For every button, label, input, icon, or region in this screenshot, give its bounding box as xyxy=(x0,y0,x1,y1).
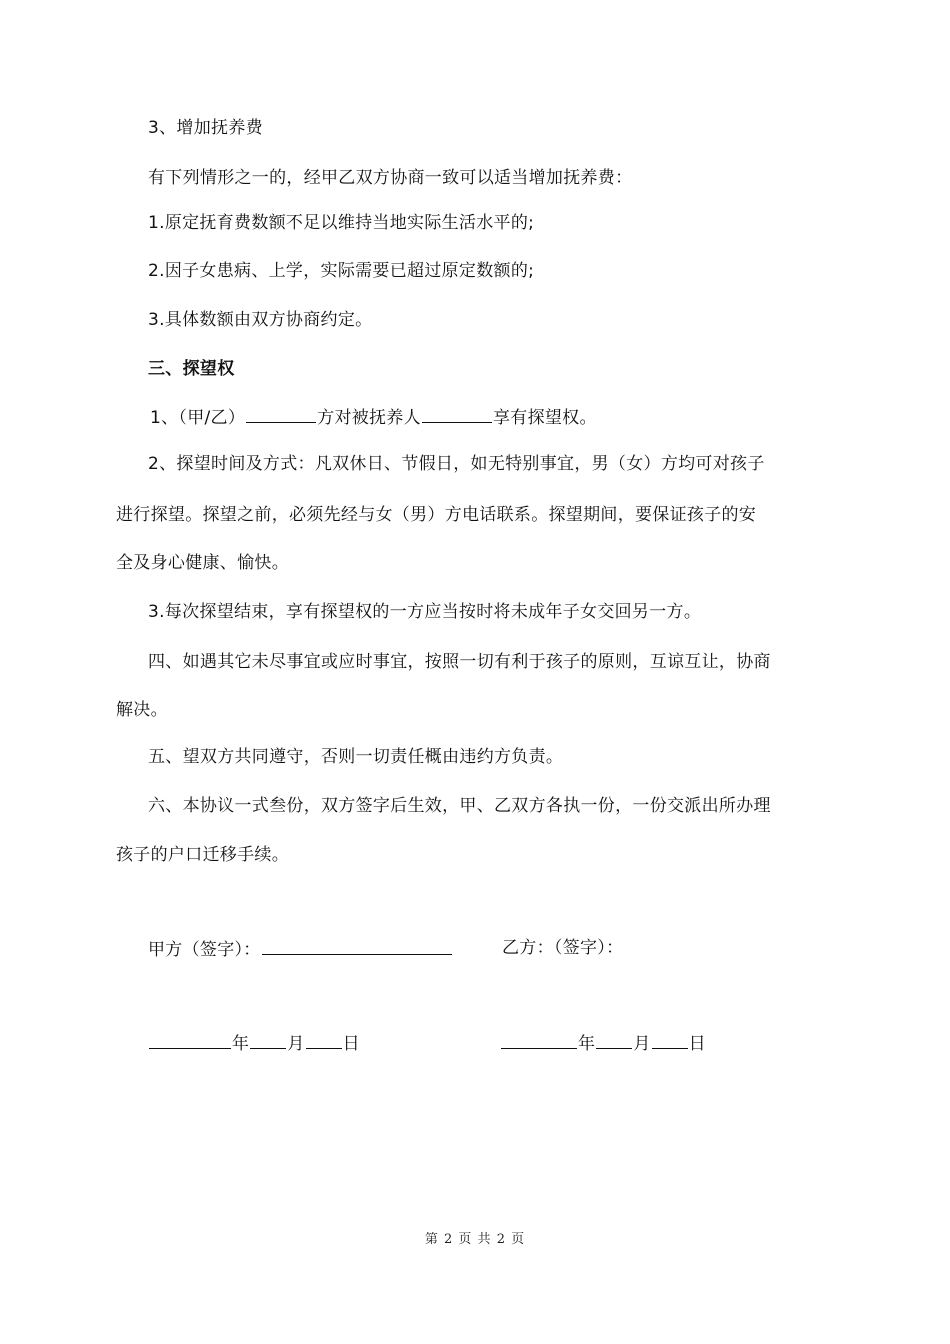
visitation-item-1-prefix: 1、（甲/乙） xyxy=(150,408,246,428)
party-b-date xyxy=(500,1030,706,1056)
year-label: 年 xyxy=(232,1034,250,1054)
clause-4-line-1: 四、如遇其它未尽事宜或应时事宜，按照一切有利于孩子的原则，互谅互让，协商 xyxy=(148,652,771,672)
clause-5: 五、望双方共同遵守，否则一切责任概由违约方负责。 xyxy=(148,747,564,767)
section3-item-3: 3.具体数额由双方协商约定。 xyxy=(148,310,373,330)
month-label: 月 xyxy=(633,1034,651,1054)
visitation-item-3: 3.每次探望结束，享有探望权的一方应当按时将未成年子女交回另一方。 xyxy=(148,602,702,622)
party-b-signature-label: 乙方：（签字）： xyxy=(502,938,624,958)
section3-intro: 有下列情形之一的，经甲乙双方协商一致可以适当增加抚养费： xyxy=(148,168,633,188)
dependent-blank xyxy=(422,404,492,423)
party-b-year-blank[interactable] xyxy=(501,1030,577,1049)
section3-item-1: 1.原定抚育费数额不足以维持当地实际生活水平的; xyxy=(148,213,535,233)
party-a-month-blank[interactable] xyxy=(250,1030,286,1049)
visitation-item-1-suffix: 享有探望权。 xyxy=(492,408,597,428)
visitation-item-2-line-3: 全及身心健康、愉快。 xyxy=(116,553,289,573)
month-label: 月 xyxy=(287,1034,305,1054)
visitation-heading: 三、探望权 xyxy=(148,359,235,379)
party-a-signature xyxy=(148,936,453,962)
clause-6-line-2: 孩子的户口迁移手续。 xyxy=(116,845,289,865)
party-a-date xyxy=(148,1030,360,1056)
party-blank xyxy=(246,404,316,423)
section3-heading: 3、增加抚养费 xyxy=(148,118,263,138)
page-footer: 第 2 页 共 2 页 xyxy=(424,1232,526,1247)
party-a-signature-line[interactable] xyxy=(262,936,452,955)
visitation-item-2-line-2: 进行探望。探望之前，必须先经与女（男）方电话联系。探望期间，要保证孩子的安 xyxy=(116,505,757,525)
clause-4-line-2: 解决。 xyxy=(116,700,168,720)
party-a-day-blank[interactable] xyxy=(306,1030,342,1049)
clause-6-line-1: 六、本协议一式叁份，双方签字后生效，甲、乙双方各执一份，一份交派出所办理 xyxy=(148,796,771,816)
day-label: 日 xyxy=(688,1034,706,1054)
visitation-item-1-mid: 方对被抚养人 xyxy=(317,408,421,428)
party-b-day-blank[interactable] xyxy=(652,1030,688,1049)
section3-item-2: 2.因子女患病、上学，实际需要已超过原定数额的; xyxy=(148,261,535,281)
year-label: 年 xyxy=(578,1034,596,1054)
party-b-month-blank[interactable] xyxy=(596,1030,632,1049)
visitation-item-1 xyxy=(150,404,597,430)
party-a-signature-label: 甲方（签字）： xyxy=(148,940,261,960)
visitation-item-2-line-1: 2、探望时间及方式：凡双休日、节假日，如无特别事宜，男（女）方均可对孩子 xyxy=(148,454,765,474)
day-label: 日 xyxy=(342,1034,360,1054)
party-a-year-blank[interactable] xyxy=(149,1030,231,1049)
